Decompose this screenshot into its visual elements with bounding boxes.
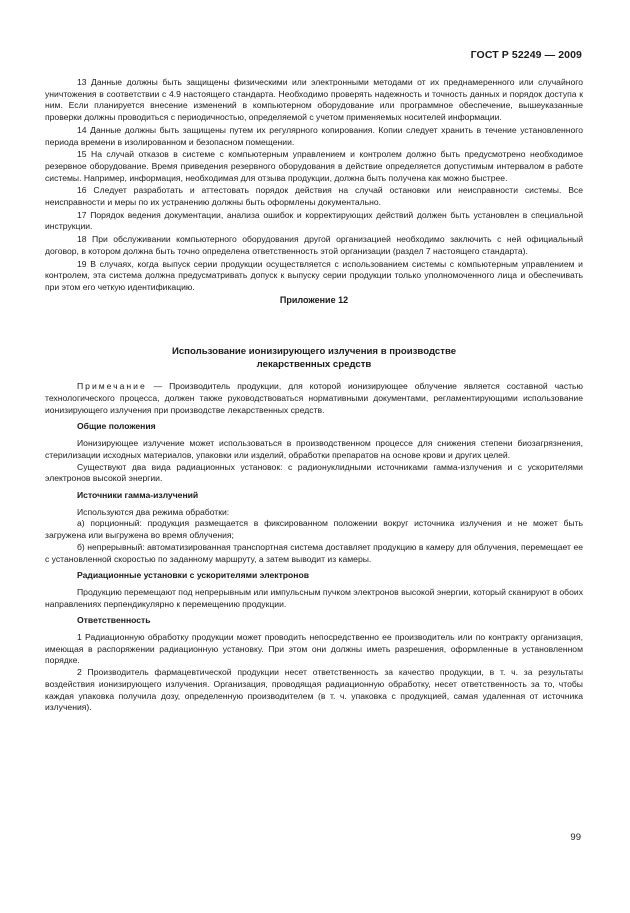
heading-gamma: Источники гамма-излучений [77,489,199,500]
paragraph-19: 19 В случаях, когда выпуск серии продукции осуществляется с использованием системы с компьютерным управлением и контролем, эта система должна предусматривать допуск к выпуску серии продукции только уполномоченного лица и обеспечивать при этом его четкую идентификацию. [45,258,583,292]
heading-responsibility: Ответственность [77,615,151,626]
gamma-p2: а) порционный: продукция размещается в фиксированном положении вокруг источника излучения и не может быть загружена или выгружена во время облучения; [45,518,583,541]
heading-general: Общие положения [77,421,156,432]
heading-electron: Радиационные установки с ускорителями электронов [77,570,310,581]
responsibility-p1: 1 Радиационную обработку продукции может проводить непосредственно ее производитель или по контракту организация, имеющая в распоряжении радиационную установку. При этом они должны иметь разрешения, оформленные в установленном порядке. [45,632,583,666]
page-number: 99 [570,832,581,843]
note-lead: Примечание [77,381,147,392]
paragraph-17: 17 Порядок ведения документации, анализа ошибок и корректирующих действий должен быть установлен в специальной инструкции. [45,209,583,232]
appendix-title [45,346,583,371]
paragraph-16: 16 Следует разработать и аттестовать порядок действия на случай остановки или неисправности системы. Все неисправности и меры по их устранению должны быть оформлены документально. [45,185,583,208]
appendix-title-line2: лекарственных средств [256,358,372,370]
note-text: — Производитель продукции, для которой ионизирующее облучение является составной частью технологического процесса, должен также руководствоваться нормативными документами, регламентирующими использование ионизирующего излучения при производстве лекарственных средств. [45,381,583,415]
electron-p1: Продукцию перемещают под непрерывным или импульсным пучком электронов высокой энергии, который сканируют в обоих направлениях перпендикулярно к перемещению продукции. [45,586,583,609]
paragraph-15: 15 На случай отказов в системе с компьютерным управлением и контролем должно быть предусмотрено необходимое резервное оборудование. Время приведения резервного оборудования в действие определяется допустимым интервалом в работе системы. Например, информация, необходимая для отзыва продукции, должна быть получена как можно быстрее. [45,149,583,183]
general-p2: Существуют два вида радиационных установок: с радионуклидными источниками гамма-излучения и с ускорителями электронов высокой энергии. [45,461,583,484]
responsibility-p2: 2 Производитель фармацевтической продукции несет ответственность за качество продукции, в т. ч. за результаты воздействия ионизирующего излучения. Организация, проводящая радиационную обработку, несет ответственность за то, чтобы каждая упаковка получила дозу, определенную производителем (в т. ч. упаковка с продукцией, самая удаленная от источника излучения). [45,667,583,713]
gamma-p1: Используются два режима обработки: [77,506,230,517]
appendix-note [45,381,583,416]
appendix-label: Приложение 12 [279,294,349,305]
general-p1: Ионизирующее излучение может использоваться в производственном процессе для снижения степени биозагрязнения, стерилизации исходных материалов, упаковки или изделий, обработки препаратов на основе крови и других целей. [45,438,583,460]
page-content [45,77,583,714]
paragraph-18: 18 При обслуживании компьютерного оборудования другой организацией необходимо заключить с ней официальный договор, в котором должна быть точно определена ответственность этой организации (раздел 7 настоящего стандарта). [45,234,583,256]
paragraph-14: 14 Данные должны быть защищены путем их регулярного копирования. Копии следует хранить в течение установленного периода времени в изолированном и безопасном помещении. [45,124,583,147]
appendix-title-line1: Использование ионизирующего излучения в производстве [171,346,457,358]
paragraph-13: 13 Данные должны быть защищены физическими или электронными методами от их преднамеренного или случайного уничтожения в соответствии с 4.9 настоящего стандарта. Необходимо проверять надежность и точность данных и порядок доступа к ним. Если планируется внесение изменений в компьютерном оборудование или программное обеспечение, вышеуказанные проверки должны проводиться с периодичностью, определяемой с учетом применяемых носителей информации. [45,77,583,123]
gamma-p3: б) непрерывный: автоматизированная транспортная система доставляет продукцию в камеру для облучения, перемещает ее с установленной скоростью по заданному маршруту, а затем выводит из камеры. [45,541,583,564]
standard-header: ГОСТ Р 52249 — 2009 [470,49,582,61]
